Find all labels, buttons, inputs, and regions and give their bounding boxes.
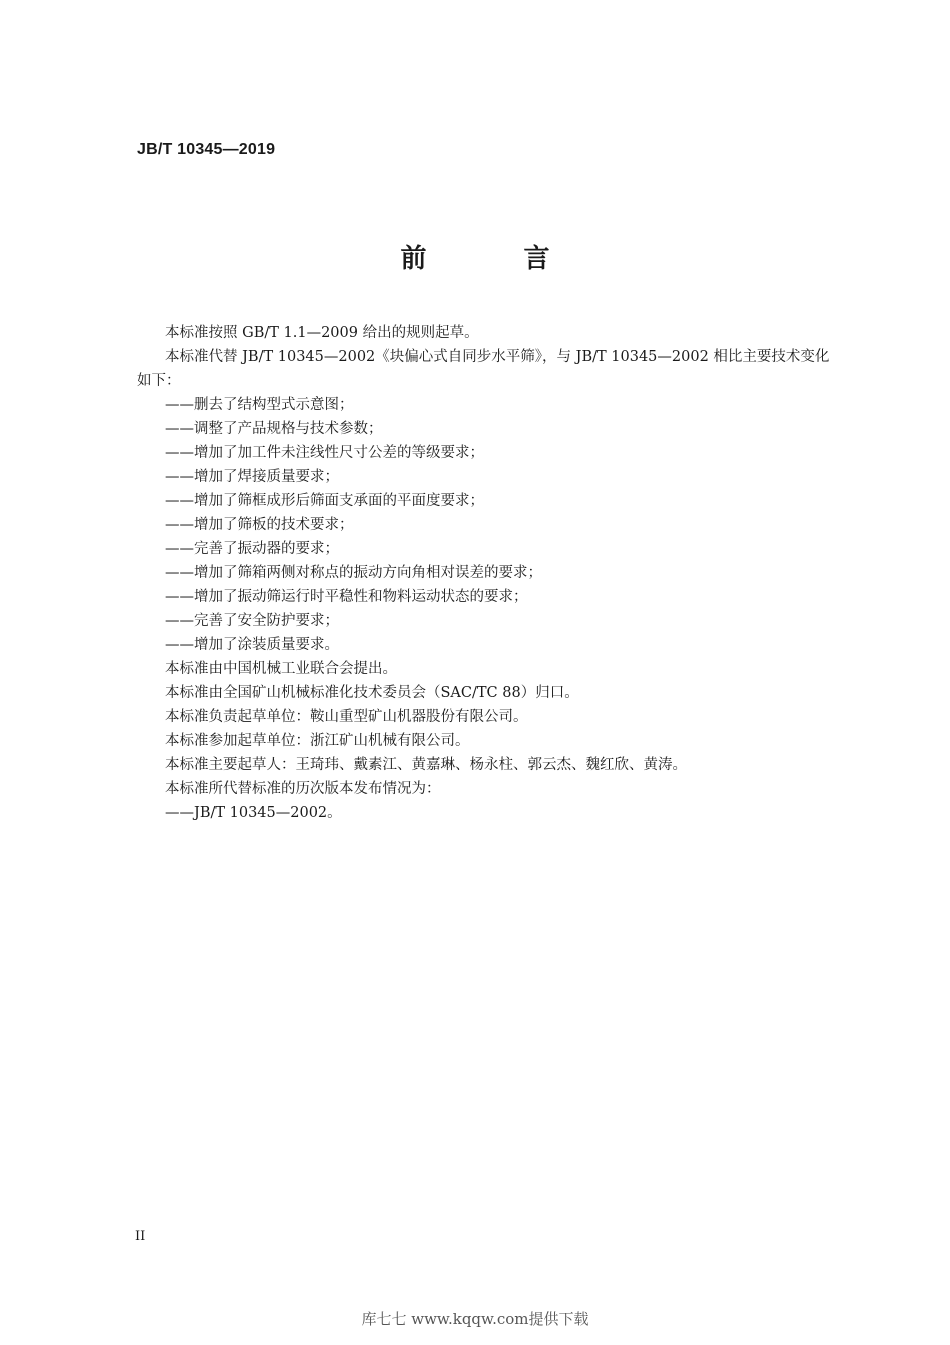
change-item: ——增加了涂装质量要求。 — [165, 637, 339, 653]
history-item: ——JB/T 10345—2002。 — [165, 805, 342, 821]
paragraph-drafting-rules: 本标准按照 GB/T 1.1—2009 给出的规则起草。 — [165, 325, 479, 341]
change-item: ——增加了筛箱两侧对称点的振动方向角相对误差的要求； — [165, 565, 542, 581]
change-item: ——增加了焊接质量要求； — [165, 469, 339, 485]
change-item: ——增加了加工件未注线性尺寸公差的等级要求； — [165, 445, 484, 461]
change-item: ——调整了产品规格与技术参数； — [165, 421, 383, 437]
paragraph-replacement-line1: 本标准代替 JB/T 10345—2002《块偏心式自同步水平筛》，与 JB/T 10345—2002 相比主要技术变化 — [165, 349, 830, 365]
change-item: ——删去了结构型式示意图； — [165, 397, 354, 413]
paragraph-main-drafters: 本标准主要起草人：王琦玮、戴素江、黄嘉琳、杨永柱、郭云杰、魏红欣、黄涛。 — [165, 757, 687, 773]
paragraph-proposed-by: 本标准由中国机械工业联合会提出。 — [165, 661, 397, 677]
standard-number: JB/T 10345—2019 — [137, 141, 276, 158]
change-item: ——增加了筛板的技术要求； — [165, 517, 354, 533]
page-title: 前 言 — [400, 244, 594, 274]
change-item: ——增加了筛框成形后筛面支承面的平面度要求； — [165, 493, 484, 509]
page-number: II — [135, 1229, 146, 1244]
paragraph-replacement-line2: 如下： — [137, 373, 181, 389]
paragraph-jurisdiction: 本标准由全国矿山机械标准化技术委员会（SAC/TC 88）归口。 — [165, 685, 579, 701]
paragraph-participating-unit: 本标准参加起草单位：浙江矿山机械有限公司。 — [165, 733, 470, 749]
change-item: ——完善了安全防护要求； — [165, 613, 339, 629]
paragraph-lead-unit: 本标准负责起草单位：鞍山重型矿山机器股份有限公司。 — [165, 709, 528, 725]
paragraph-history-intro: 本标准所代替标准的历次版本发布情况为： — [165, 781, 441, 797]
foreword-body — [137, 321, 847, 825]
change-item: ——增加了振动筛运行时平稳性和物料运动状态的要求； — [165, 589, 528, 605]
download-watermark: 库七七 www.kqqw.com提供下载 — [361, 1310, 589, 1328]
change-item: ——完善了振动器的要求； — [165, 541, 339, 557]
